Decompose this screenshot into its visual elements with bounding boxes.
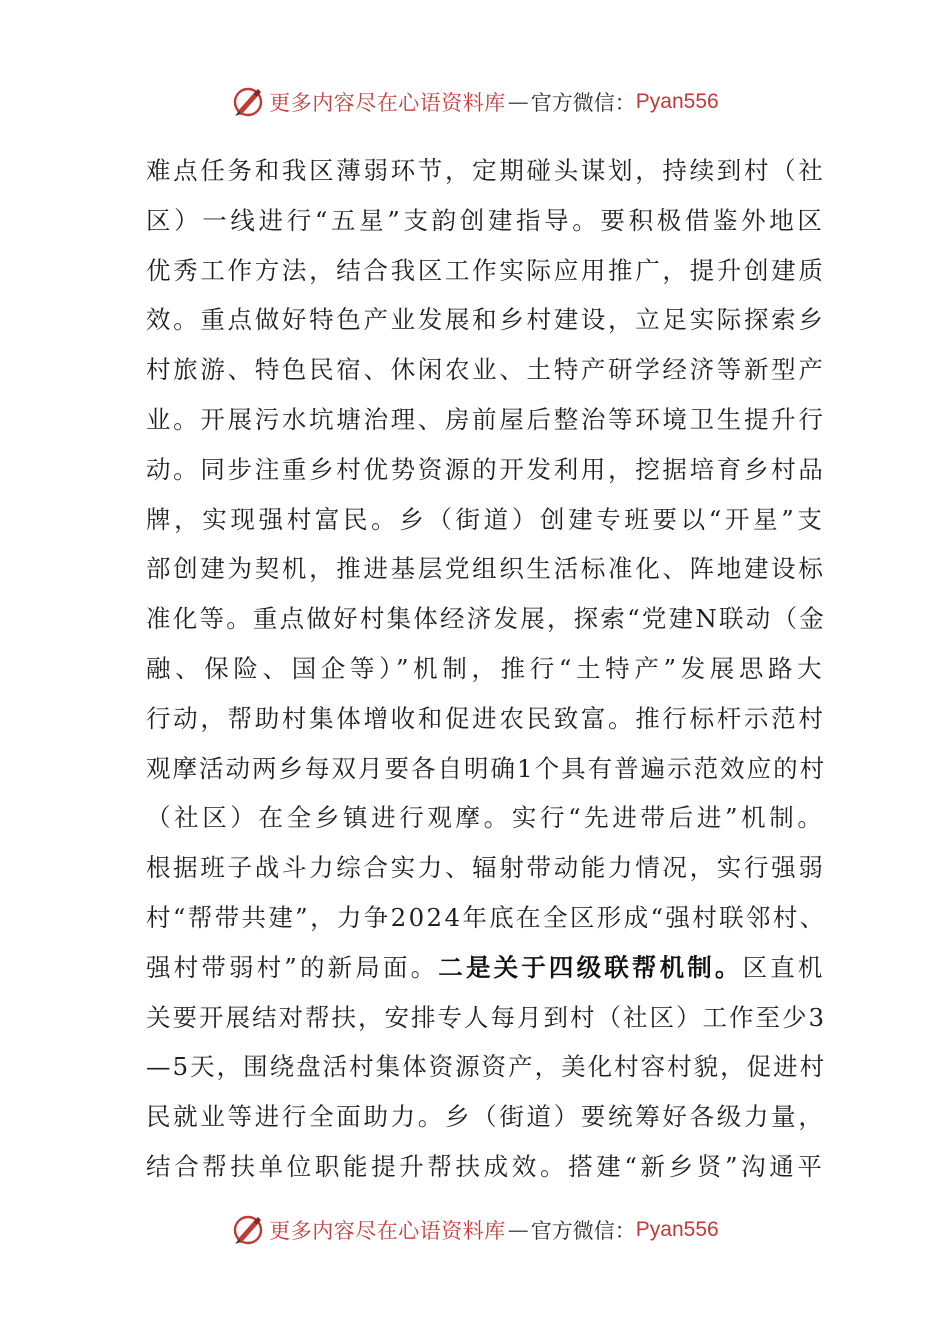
- pen-logo-icon: [231, 1213, 265, 1247]
- text-line-4: 效。重点做好特色产业发展和乡村建设，立足实际探索乡: [146, 305, 826, 335]
- text-line-17: [146, 943, 826, 993]
- text-line-21: 结合帮扶单位职能提升帮扶成效。搭建“新乡贤”沟通平: [146, 1151, 826, 1181]
- text-line-7: 动。同步注重乡村优势资源的开发利用，挖据培育乡村品: [146, 454, 826, 484]
- header-wechat-label: 官方微信：: [530, 91, 636, 115]
- text-line-14: （社区）在全乡镇进行观摩。实行“先进带后进”机制。: [146, 803, 826, 833]
- header-brand-text: 更多内容尽在心语资料库: [269, 91, 506, 115]
- text-line-13: 观摩活动两乡每双月要各自明确1个具有普遍示范效应的村: [146, 753, 827, 783]
- text-line-3: 优秀工作方法，结合我区工作实际应用推广，提升创建质: [146, 255, 826, 285]
- text-line-12: 行动，帮助村集体增收和促进农民致富。推行标杆示范村: [146, 703, 826, 733]
- document-body: [146, 146, 826, 1192]
- text-line-1: 难点任务和我区薄弱环节，定期碰头谋划，持续到村（社: [146, 156, 826, 185]
- footer-wechat-id: Pyan556: [635, 1218, 719, 1241]
- text-line-5: 村旅游、特色民宿、休闲农业、土特产研学经济等新型产: [146, 355, 826, 385]
- footer-brand-text: 更多内容尽在心语资料库: [269, 1219, 506, 1243]
- text-line-18: 关要开展结对帮扶，安排专人每月到村（社区）工作至少3: [146, 1002, 827, 1032]
- header-wechat-id: Pyan556: [635, 90, 719, 113]
- footer-banner: [0, 1210, 950, 1250]
- text-line-17-start: 强村带弱村”的新局面。: [146, 952, 439, 982]
- text-line-16: 村“帮带共建”，力争2024年底在全区形成“强村联邻村、: [146, 902, 827, 932]
- footer-wechat-label: 官方微信：: [530, 1219, 636, 1243]
- text-line-6: 业。开展污水坑塘治理、房前屋后整治等环境卫生提升行: [146, 404, 826, 434]
- text-line-10: 准化等。重点做好村集体经济发展，探索“党建N联动（金: [146, 604, 826, 634]
- footer-separator: —: [507, 1218, 529, 1242]
- text-line-11: 融、保险、国企等）”机制，推行“土特产”发展思路大: [146, 653, 827, 683]
- text-line-8: 牌，实现强村富民。乡（街道）创建专班要以“开星”支: [146, 504, 826, 534]
- header-banner: [0, 82, 950, 122]
- text-line-9: 部创建为契机，推进基层党组织生活标准化、阵地建设标: [146, 554, 826, 584]
- text-line-19: —5天，围绕盘活村集体资源资产，美化村容村貌，促进村: [146, 1052, 827, 1082]
- text-line-20: 民就业等进行全面助力。乡（街道）要统筹好各级力量，: [146, 1102, 826, 1132]
- section-heading-four-level-assistance: 二是关于四级联帮机制。: [438, 952, 743, 982]
- header-separator: —: [507, 90, 529, 114]
- text-line-17-end: 区直机: [742, 952, 826, 982]
- text-line-2: 区）一线进行“五星”支韵创建指导。要积极借鉴外地区: [146, 205, 826, 235]
- text-line-15: 根据班子战斗力综合实力、辐射带动能力情况，实行强弱: [146, 853, 826, 883]
- pen-logo-icon: [231, 85, 265, 119]
